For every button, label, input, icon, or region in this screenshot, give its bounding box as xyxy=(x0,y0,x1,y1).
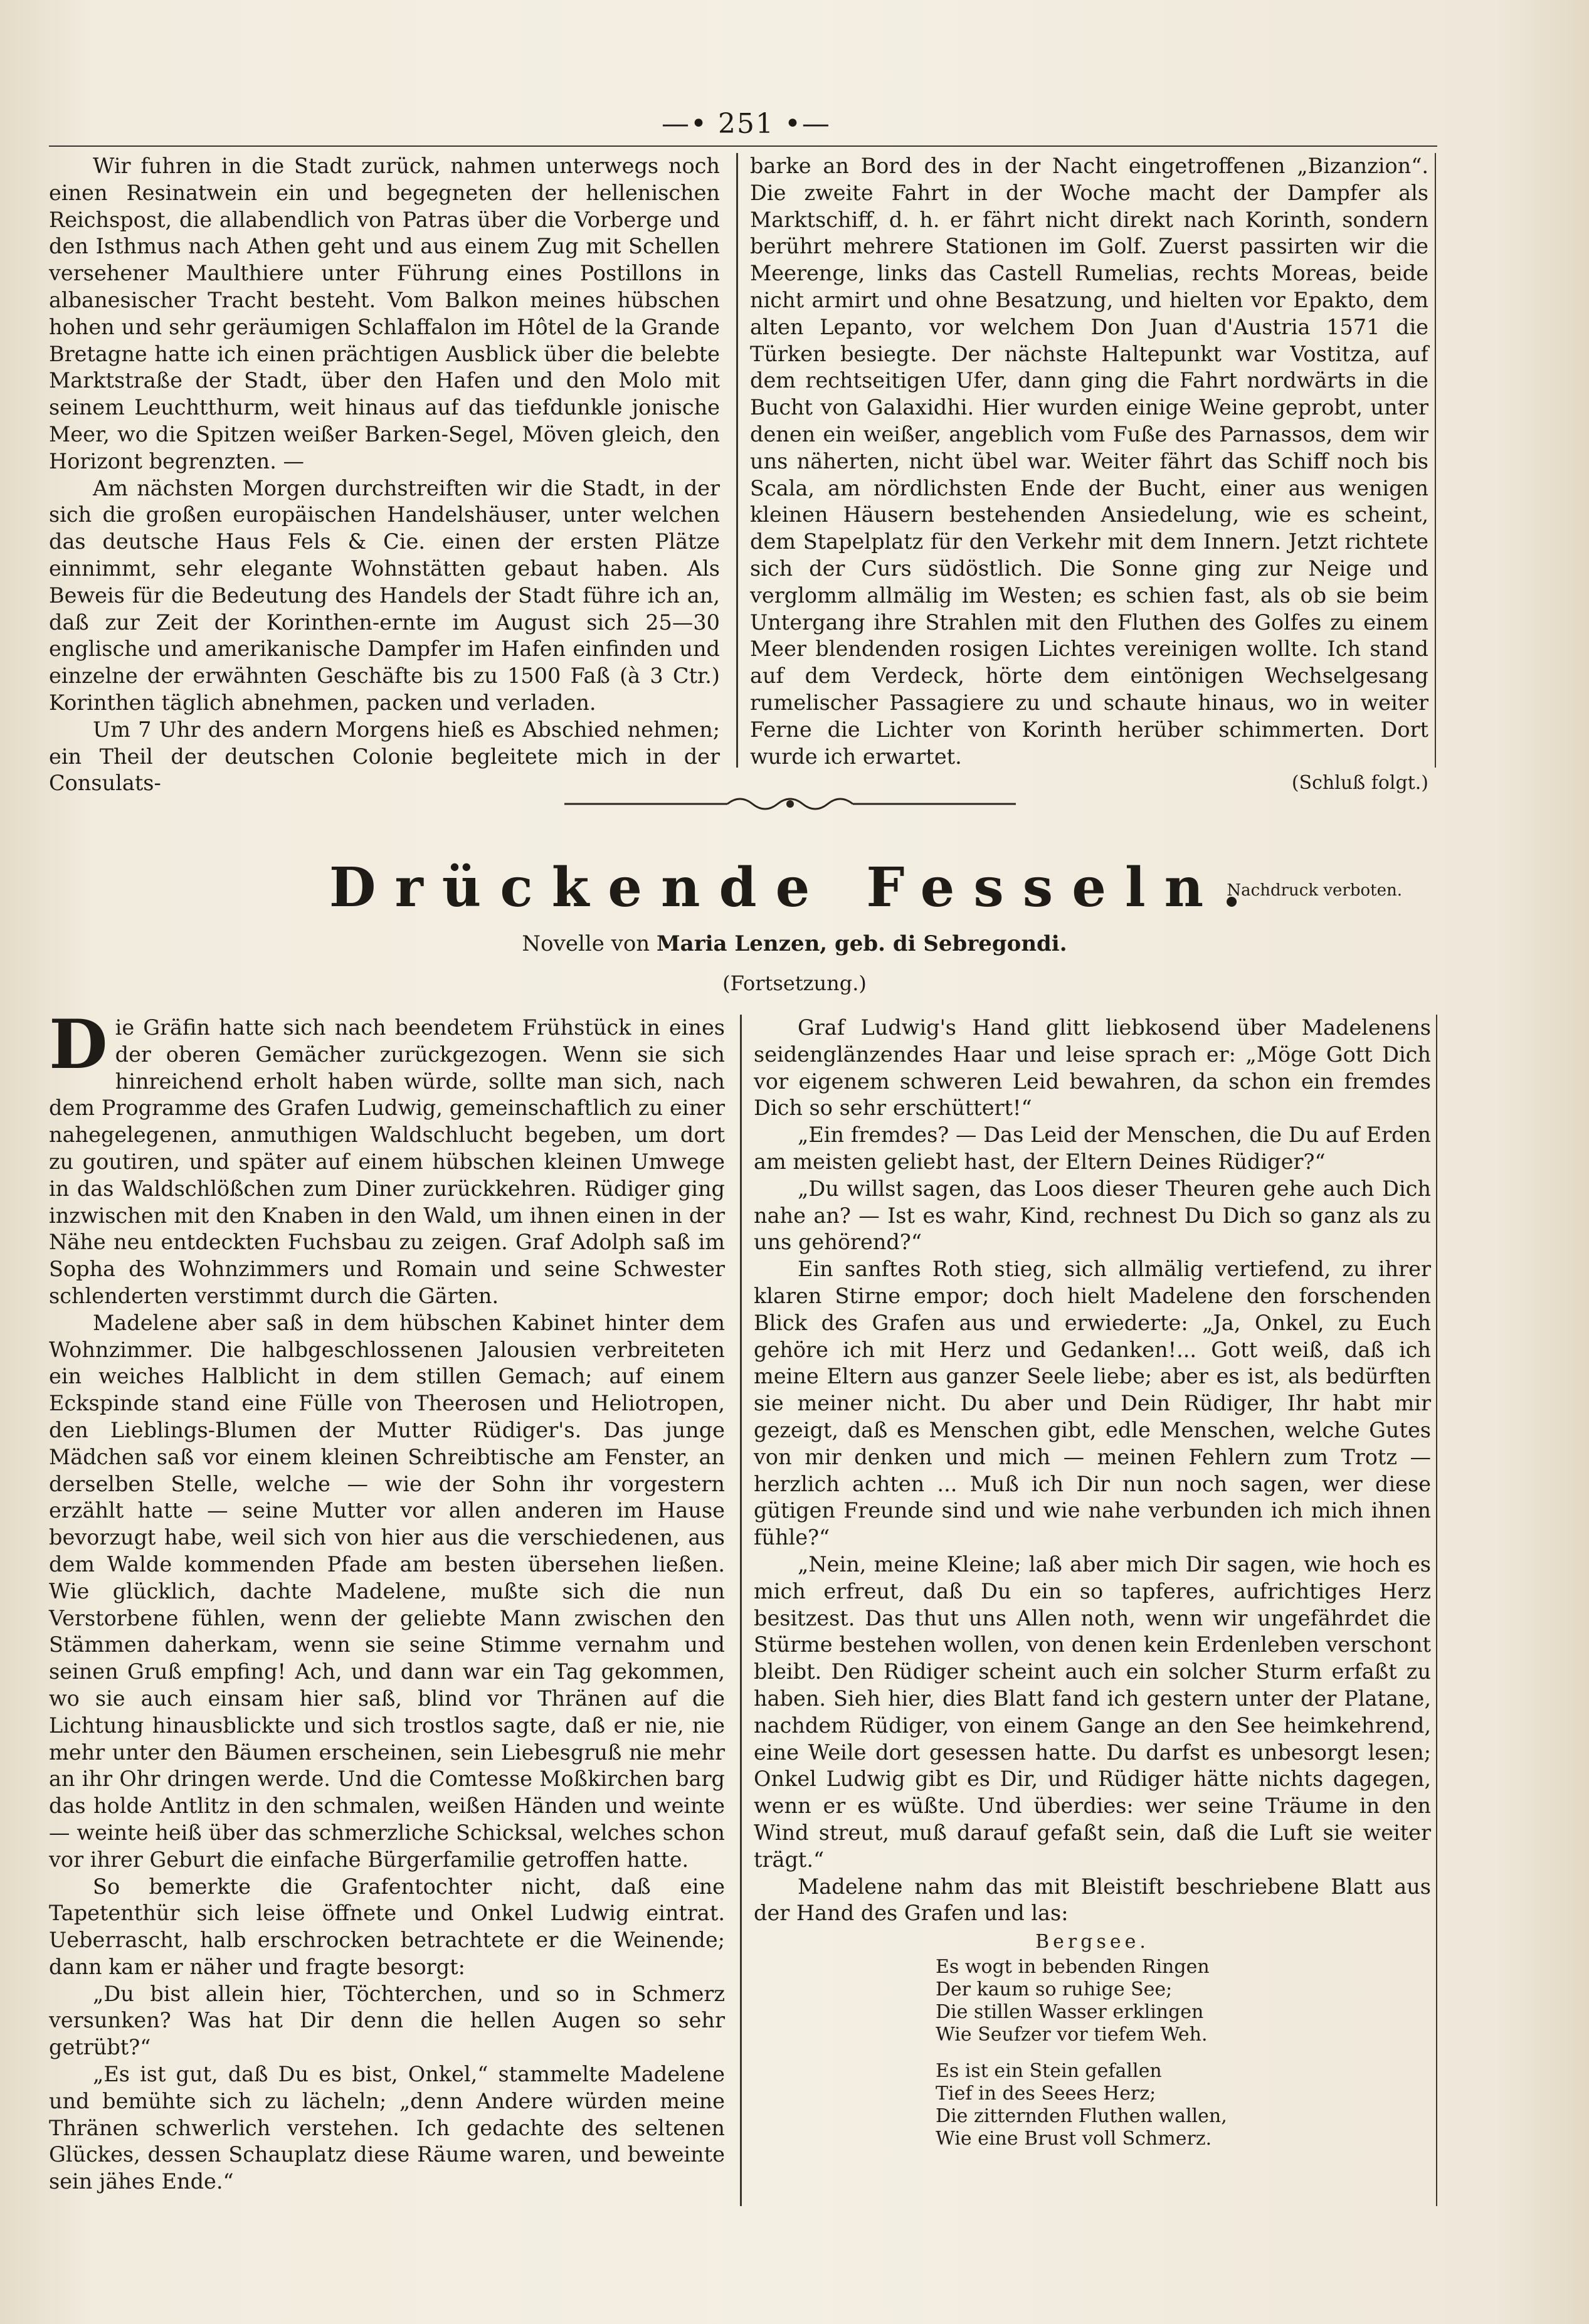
paragraph: barke an Bord des in der Nacht eingetroffenen „Bizanzion“. Die zweite Fahrt in der Woche macht der Dampfer als Marktschiff, d. h. er fährt nicht direkt nach Korinth, sondern berührt mehrere Stationen im Golf. Zuerst passirten wir die Meerenge, links das Castell Rumelias, rechts Moreas, beide nicht armirt und ohne Besatzung, und hielten vor Epakto, dem alten Lepanto, vor welchem Don Juan d'Austria 1571 die Türken besiegte. Der nächste Haltepunkt war Vostitza, auf dem rechtseitigen Ufer, dann ging die Fahrt nordwärts in die Bucht von Galaxidhi. Hier wurden einige Weine geprobt, unter denen ein weißer, angeblich vom Fuße des Parnassos, dem wir uns näherten, nicht übel war. Weiter fährt das Schiff noch bis Scala, am nördlichsten Ende der Bucht, einer aus wenigen kleinen Häusern bestehenden Ansiedelung, wie es scheint, dem Stapelplatz für den Verkehr mit dem Innern. Jetzt richtete sich der Curs südöstlich. Die Sonne ging zur Neige und verglomm allmälig im Westen; es schien fast, als ob sie beim Untergang ihre Strahlen mit den Fluthen des Golfes zu einem Meer blendenden rosigen Lichtes vereinigen wollte. Ich stand auf dem Verdeck, hörte dem eintönigen Wechselgesang rumelischer Passagiere zu und schaute hinaus, wo in weiter Ferne die Lichter von Korinth herüber schimmerten. Dort wurde ich erwartet. xyxy=(750,154,1428,769)
upper-right-column xyxy=(750,153,1428,797)
author-name: Maria Lenzen, geb. di Sebregondi. xyxy=(657,931,1067,956)
paragraph xyxy=(49,1005,725,1310)
paragraph: „Du bist allein hier, Töchterchen, und so in Schmerz versunken? Was hat Dir denn die hellen Augen so sehr getrübt?“ xyxy=(49,1981,725,2060)
poem-line: Die stillen Wasser erklingen xyxy=(936,2001,1204,2024)
header-rule xyxy=(49,145,1437,147)
poem-line: Wie eine Brust voll Schmerz. xyxy=(936,2128,1212,2150)
byline xyxy=(0,931,1589,956)
column-end-rule-lower xyxy=(1436,1015,1437,2206)
header-dash-left: —• xyxy=(662,108,718,140)
column-divider-upper xyxy=(736,153,738,768)
byline-prefix: Novelle von xyxy=(522,931,650,956)
poem-line: Der kaum so ruhige See; xyxy=(936,1978,1173,2001)
poem-stanza xyxy=(936,1956,1431,2046)
lower-left-column xyxy=(49,1005,725,2195)
header-dash-right: •— xyxy=(774,108,831,140)
paragraph: „Du willst sagen, das Loos dieser Theuren gehe auch Dich nahe an? — Ist es wahr, Kind, rechnest Du Dich so ganz als zu uns gehörend?“ xyxy=(754,1176,1431,1255)
continuation-note: (Schluß folgt.) xyxy=(1291,772,1428,795)
reprint-notice: Nachdruck verboten. xyxy=(1227,881,1402,900)
poem-line: Die zitternden Fluthen wallen, xyxy=(936,2105,1227,2128)
paragraph: Graf Ludwig's Hand glitt liebkosend über Madelenens seidenglänzendes Haar und leise sprach er: „Möge Gott Dich vor eigenem schweren Leid bewahren, da schon ein fremdes Dich so sehr erschüttert!“ xyxy=(754,1015,1431,1121)
lower-right-column xyxy=(754,1015,1431,2150)
paragraph: Ein sanftes Roth stieg, sich allmälig vertiefend, zu ihrer klaren Stirne empor; doch hielt Madelene den forschenden Blick des Grafen aus und erwiederte: „Ja, Onkel, zu Euch gehöre ich mit Herz und Gedanken!... Gott weiß, daß ich meine Eltern aus ganzer Seele liebe; aber es ist, als bedürften sie meiner nicht. Du aber und Dein Rüdiger, Ihr habt mir gezeigt, daß es Menschen gibt, edle Menschen, welche Gutes von mir denken und mich — meinen Fehlern zum Trotz — herzlich achten ... Muß ich Dir nun noch sagen, wer diese gütigen Freunde sind und wie nahe verbunden ich mich ihnen fühle?“ xyxy=(754,1257,1431,1550)
paragraph: Um 7 Uhr des andern Morgens hieß es Abschied nehmen; ein Theil der deutschen Colonie begleitete mich in der Consulats- xyxy=(49,717,720,796)
poem-line: Es wogt in bebenden Ringen xyxy=(936,1956,1210,1978)
paragraph: Wir fuhren in die Stadt zurück, nahmen unterwegs noch einen Resinatwein ein und begegneten der hellenischen Reichspost, die allabendlich von Patras über die Vorberge und den Isthmus nach Athen geht und aus einem Zug mit Schellen versehener Maulthiere unter Führung eines Postillons in albanesischer Tracht besteht. Vom Balkon meines hübschen hohen und sehr geräumigen Schlaffalon im Hôtel de la Grande Bretagne hatte ich einen prächtigen Ausblick über die belebte Marktstraße der Stadt, über den Hafen und den Molo mit seinem Leuchtthurm, weit hinaus auf das tiefdunkle jonische Meer, wo die Spitzen weißer Barken-Segel, Möven gleich, den Horizont begrenzten. — xyxy=(49,154,720,473)
paragraph: Madelene aber saß in dem hübschen Kabinet hinter dem Wohnzimmer. Die halbgeschlossenen Jalousien verbreiteten ein weiches Halblicht in dem stillen Gemach; auf einem Eckspinde stand eine Fülle von Theerosen und Heliotropen, den Lieblings-Blumen der Mutter Rüdiger's. Das junge Mädchen saß vor einem kleinen Schreibtische am Fenster, an derselben Stelle, welche — wie der Sohn ihr vorgestern erzählt hatte — seine Mutter vor allen anderen im Hause bevorzugt habe, weil sich von hier aus die verschiedenen, aus dem Walde kommenden Pfade am besten übersehen ließen. Wie glücklich, dachte Madelene, mußte sich die nun Verstorbene fühlen, wenn der geliebte Mann zwischen den Stämmen daherkam, wenn sie seine Stimme vernahm und seinen Gruß empfing! Ach, und dann war ein Tag gekommen, wo sie auch einsam hier saß, blind vor Thränen auf die Lichtung hinausblickte und sich trostlos sagte, daß er nie, nie mehr unter den Bäumen erscheinen, sein Liebesgruß nie mehr an ihr Ohr dringen werde. Und die Comtesse Moßkirchen barg das holde Antlitz in den schmalen, weißen Händen und weinte — weinte heiß über das schmerzliche Schicksal, welches schon vor ihrer Geburt die einfache Bürgerfamilie getroffen hatte. xyxy=(49,1310,725,1872)
column-divider-lower xyxy=(740,1015,742,2206)
page-number: 251 xyxy=(718,108,774,140)
poem-stanza xyxy=(936,2060,1431,2150)
paragraph: „Es ist gut, daß Du es bist, Onkel,“ stammelte Madelene und bemühte sich zu lächeln; „denn Andere würden meine Thränen schwerlich verstehen. Ich gedachte des seltenen Glückes, dessen Schauplatz diese Räume waren, und beweinte sein jähes Ende.“ xyxy=(49,2062,725,2194)
paragraph-text: ie Gräfin hatte sich nach beendetem Frühstück in eines der oberen Gemächer zurückgezogen. Wenn sie sich hinreichend erholt haben würde, sollte man sich, nach dem Programme des Grafen Ludwig, gemeinschaftlich zu einer nahegelegenen, anmuthigen Waldschlucht begeben, um dort zu goutiren, und später auf einem hübschen kleinen Umwege in das Waldschlößchen zum Diner zurückkehren. Rüdiger ging inzwischen mit den Knaben in den Wald, um ihnen einen in der Nähe neu entdeckten Fuchsbau zu zeigen. Graf Adolph saß im Sopha des Wohnzimmers und Romain und seine Schwester schlenderten verstimmt durch die Gärten. xyxy=(49,1015,725,1308)
paragraph: Madelene nahm das mit Bleistift beschriebene Blatt aus der Hand des Grafen und las: xyxy=(754,1874,1431,1926)
ornament-divider xyxy=(564,791,1016,816)
poem-line: Es ist ein Stein gefallen xyxy=(936,2060,1162,2083)
continuation-label: (Fortsetzung.) xyxy=(722,971,867,995)
upper-left-column xyxy=(49,153,720,797)
page-number-header xyxy=(658,108,834,140)
poem-title: Bergsee. xyxy=(1035,1931,1149,1953)
paragraph: „Nein, meine Kleine; laß aber mich Dir sagen, wie hoch es mich erfreut, daß Du ein so tapferes, aufrichtiges Herz besitzest. Das thut uns Allen noth, wenn wir ungefährdet die Stürme bestehen wollen, von denen kein Erdenleben verschont bleibt. Den Rüdiger scheint auch ein solcher Sturm erfaßt zu haben. Sieh hier, dies Blatt fand ich gestern unter der Platane, nachdem Rüdiger, von einem Gange an den See heimkehrend, eine Weile dort gesessen hatte. Du darfst es unbesorgt lesen; Onkel Ludwig gibt es Dir, und Rüdiger hätte nichts dagegen, wenn er es wüßte. Und überdies: wer seine Träume in den Wind streut, muß darauf gefaßt sein, daß die Luft sie weiter trägt.“ xyxy=(754,1551,1431,1872)
poem-line: Wie Seufzer vor tiefem Weh. xyxy=(936,2024,1208,2046)
poem xyxy=(754,1931,1431,2150)
paragraph: So bemerkte die Grafentochter nicht, daß eine Tapetenthür sich leise öffnete und Onkel Ludwig eintrat. Ueberrascht, halb erschrocken betrachtete er die Weinende; dann kam er näher und fragte besorgt: xyxy=(49,1874,725,1979)
drop-cap: D xyxy=(49,1005,108,1084)
poem-line: Tief in des Seees Herz; xyxy=(936,2083,1156,2105)
column-end-rule xyxy=(1435,153,1436,768)
story-title: Drückende Fesseln. xyxy=(329,856,1260,919)
paragraph: „Ein fremdes? — Das Leid der Menschen, die Du auf Erden am meisten geliebt hast, der Eltern Deines Rüdiger?“ xyxy=(754,1122,1431,1174)
paragraph: Am nächsten Morgen durchstreiften wir die Stadt, in der sich die großen europäischen Handelshäuser, unter welchen das deutsche Haus Fels & Cie. einen der ersten Plätze einnimmt, sehr elegante Wohnstätten gebaut haben. Als Beweis für die Bedeutung des Handels der Stadt führe ich an, daß zur Zeit der Korinthen-ernte im August sich 25—30 englische und amerikanische Dampfer im Hafen einfinden und einzelne der erwähnten Geschäfte bis zu 1500 Faß (à 3 Ctr.) Korinthen täglich abnehmen, packen und verladen. xyxy=(49,475,720,715)
